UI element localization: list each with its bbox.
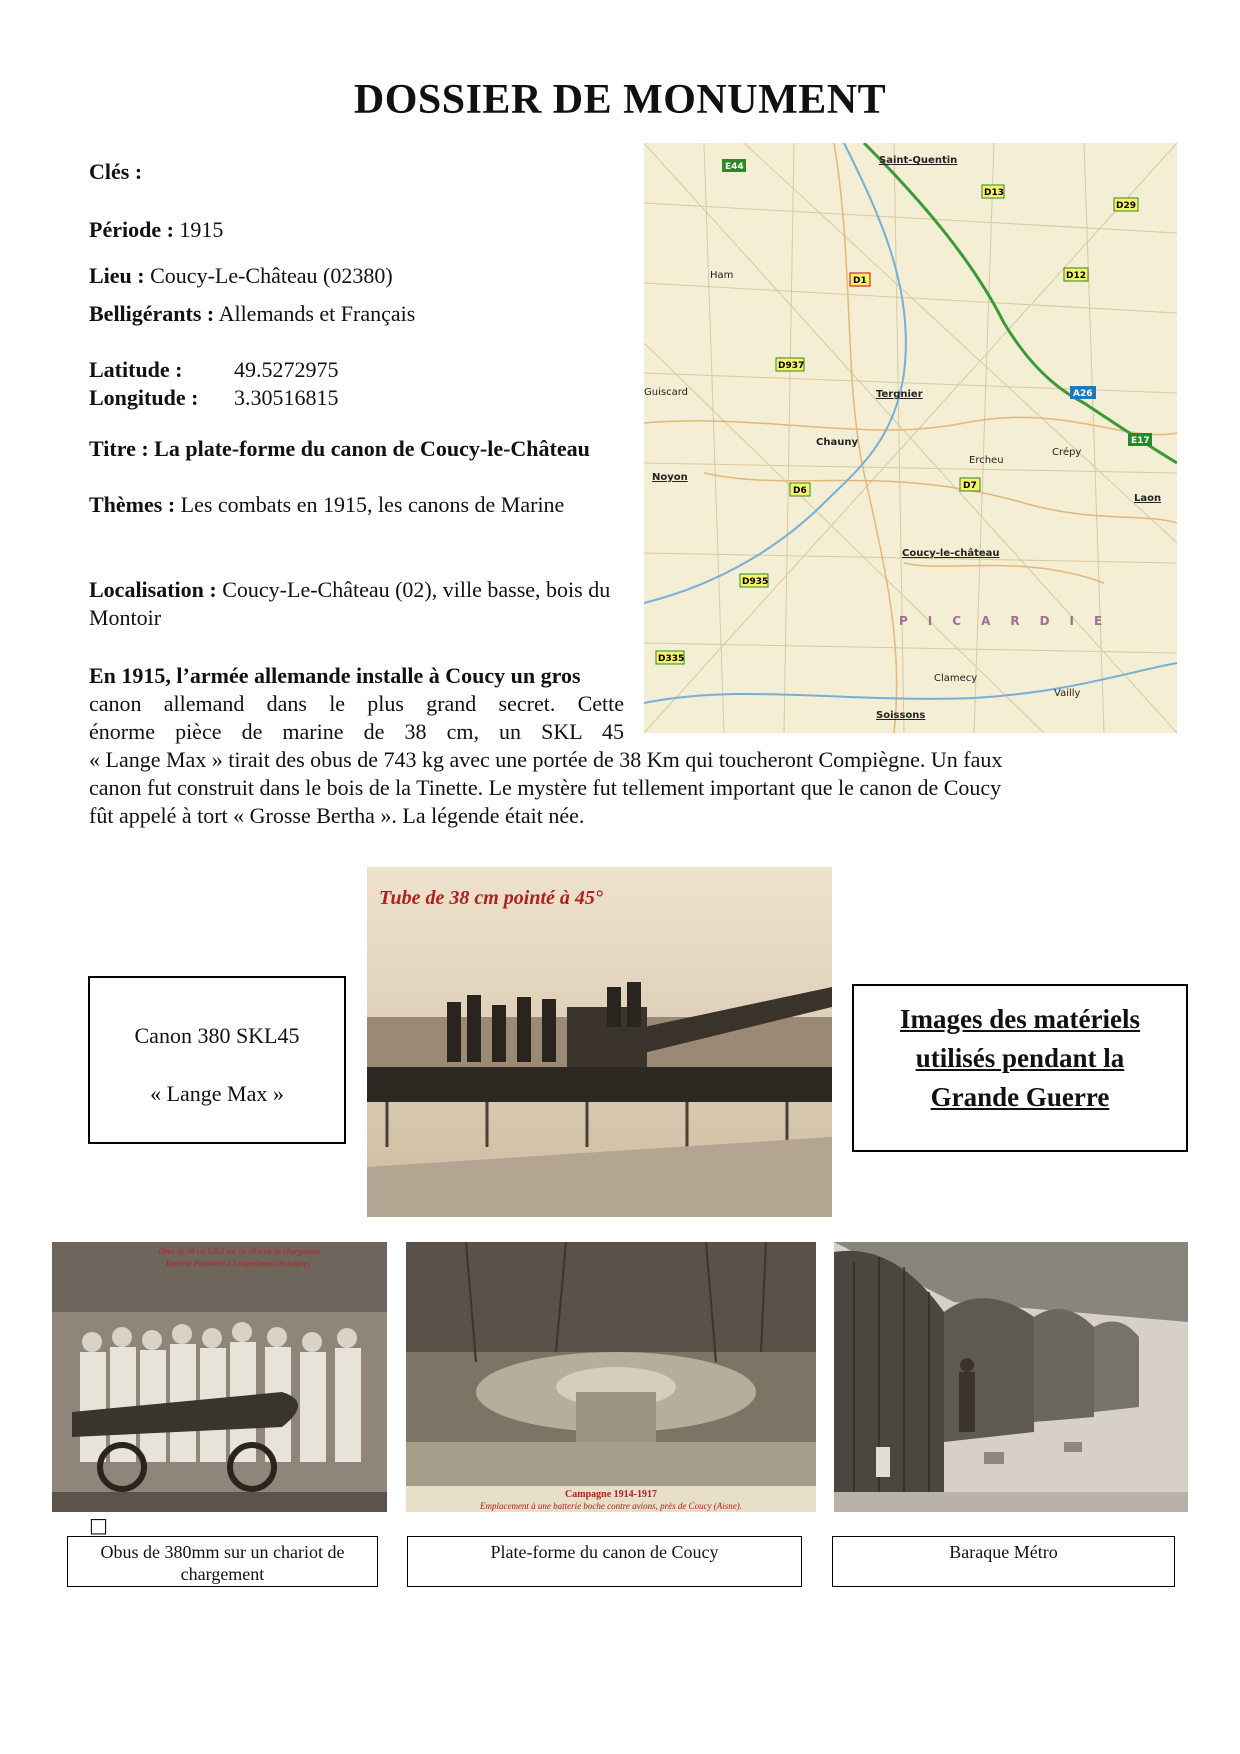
titre-field: Titre : La plate-forme du canon de Coucy-le-Château [89,436,590,461]
stray-glyph: □ [89,1513,108,1537]
section-heading: Images des matériels utilisés pendant la Grande Guerre [900,1004,1140,1112]
cannon-name: Canon 380 SKL45 [134,1023,300,1048]
map-road-d935: D935 [742,577,769,587]
map-label-saint-quentin: Saint-Quentin [879,155,958,166]
themes-field: Thèmes : Les combats en 1915, les canons de Marine [89,492,565,517]
caption-shell-cart: Obus de 380mm sur un chariot de chargement [67,1536,378,1587]
map-label-clamecy: Clamecy [934,673,978,684]
map-road-d335: D335 [658,654,685,664]
paragraph-line-2: canon allemand dans le plus grand secret. Cette [89,691,624,716]
map-road-e17: E17 [1131,436,1150,446]
map-label-ham: Ham [710,270,734,281]
paragraph-line-6: fût appelé à tort « Grosse Bertha ». La légende était née. [89,803,585,828]
map-road-a26: A26 [1073,389,1093,399]
platform-photo [406,1242,816,1512]
shell-cart-overlay-2: Batterie Pommern à Leugenboom (Belgique) [166,1259,310,1268]
map-label-chauny: Chauny [816,437,858,448]
longitude-field: Longitude : 3.30516815 [89,385,339,410]
map-label-soissons: Soissons [876,710,926,721]
map-label-vailly: Vailly [1054,688,1081,699]
map-label-coucy-le-chateau: Coucy-le-château [902,548,1000,559]
map-road-e44: E44 [725,162,744,172]
cannon-photo-caption: Tube de 38 cm pointé à 45° [379,887,603,909]
region-map [644,143,1177,733]
periode-field: Période : 1915 [89,217,224,242]
cles-label: Clés : [89,159,143,184]
paragraph-line-3: énorme pièce de marine de 38 cm, un SKL 45 [89,719,624,744]
cannon-photo [367,867,832,1217]
map-label-picardie: PICARDIE [899,614,1123,628]
map-label-ercheu: Ercheu [969,455,1004,466]
cannon-nickname: « Lange Max » [150,1081,284,1106]
map-label-crepy: Crépy [1052,447,1082,458]
map-road-d6: D6 [793,486,807,496]
caption-barracks: Baraque Métro [832,1536,1175,1587]
map-label-guiscard: Guiscard [644,387,688,398]
paragraph-line-5: canon fut construit dans le bois de la Tinette. Le mystère fut tellement important que le canon de Coucy [89,775,1002,800]
localisation-field: Localisation : Coucy-Le-Château (02), ville basse, bois du Montoir [89,577,611,630]
barracks-photo [834,1242,1188,1512]
map-road-d13: D13 [984,188,1004,198]
map-label-tergnier: Tergnier [876,389,923,400]
lieu-field: Lieu : Coucy-Le-Château (02380) [89,263,393,288]
shell-cart-overlay: Obus de 38 cm L/5,5 sur un chariot de chargement [158,1247,321,1256]
paragraph-line-4: « Lange Max » tirait des obus de 743 kg avec une portée de 38 Km qui toucheront Compiègne. Un faux [89,747,1003,772]
page-title: DOSSIER DE MONUMENT [353,77,887,123]
map-road-d937: D937 [778,361,805,371]
belligerants-field: Belligérants : Allemands et Français [89,301,416,326]
platform-overlay: Campagne 1914-1917 [565,1489,657,1500]
map-road-d29: D29 [1116,201,1136,211]
paragraph-line-1: En 1915, l’armée allemande installe à Coucy un gros [89,663,581,688]
platform-overlay-2: Emplacement à une batterie boche contre avions, près de Coucy (Aisne). [479,1501,743,1511]
map-road-d7: D7 [963,481,977,491]
map-label-noyon: Noyon [652,472,688,483]
section-heading-box [852,984,1188,1152]
map-road-d1: D1 [853,276,867,286]
latitude-field: Latitude : 49.5272975 [89,357,339,382]
map-road-d12: D12 [1066,271,1086,281]
cannon-name-box [88,976,346,1144]
map-label-laon: Laon [1134,493,1162,504]
caption-platform: Plate-forme du canon de Coucy [407,1536,802,1587]
shell-cart-photo [52,1242,387,1512]
